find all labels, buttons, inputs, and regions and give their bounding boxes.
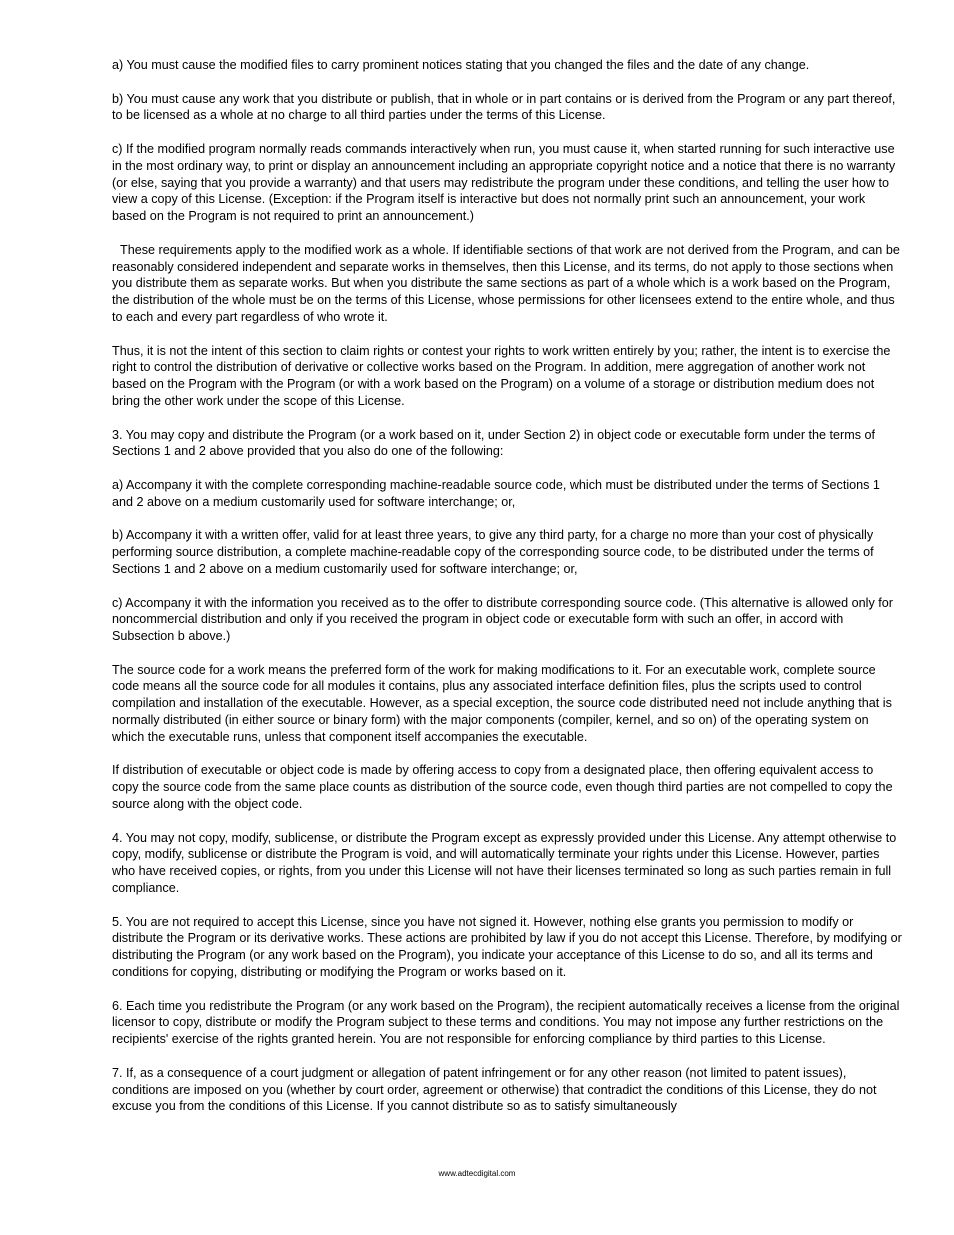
paragraph-section-4: 4. You may not copy, modify, sublicense, or distribute the Program except as expressly provided under this License. Any attempt otherwise to copy, modify, sublicense or distribute the Program is void, and will automatically terminate your rights under this License. However, parties who have received copies, or rights, from you under this License will not have their licenses terminated so long as such parties remain in full compliance. (112, 830, 897, 896)
paragraph-section-5: 5. You are not required to accept this License, since you have not signed it. However, nothing else grants you permission to modify or distribute the Program or its derivative works. These actions are prohibited by law if you do not accept this License. Therefore, by modifying or distributing the Program (or any work based on the Program), you indicate your acceptance of this License to do so, and all its terms and conditions for copying, distributing or modifying the Program or works based on it. (112, 914, 902, 980)
page-footer-url: www.adtecdigital.com (438, 1169, 516, 1178)
paragraph-distribution-access: If distribution of executable or object code is made by offering access to copy from a designated place, then offering equivalent access to copy the source code from the same place counts as distribution of the source code, even though third parties are not compelled to copy the source along with the object code. (112, 763, 893, 812)
paragraph-intent: Thus, it is not the intent of this section to claim rights or contest your rights to work written entirely by you; rather, the intent is to exercise the right to control the distribution of derivative or collective works based on the Program. In addition, mere aggregation of another work not based on the Program with the Program (or with a work based on the Program) on a volume of a storage or distribution medium does not bring the other work under the scope of this License. (112, 343, 891, 408)
paragraph-3b: b) Accompany it with a written offer, valid for at least three years, to give any third party, for a charge no more than your cost of physically performing source distribution, a complete machine-readable copy of the corresponding source code, to be distributed under the terms of Sections 1 and 2 above on a medium customarily used for software interchange; or, (112, 528, 874, 576)
paragraph-requirements: These requirements apply to the modified work as a whole. If identifiable sections of that work are not derived from the Program, and can be reasonably considered independent and separate works in themselves, then this License, and its terms, do not apply to those sections when you distribute them as separate works. But when you distribute the same sections as part of a whole which is a work based on the Program, the distribution of the whole must be on the terms of this License, whose permissions for other licensees extend to the entire whole, and thus to each and every part regardless of who wrote it. (112, 242, 900, 324)
paragraph-3a: a) Accompany it with the complete corresponding machine-readable source code, which must be distributed under the terms of Sections 1 and 2 above on a medium customarily used for software interchange; or, (112, 477, 880, 509)
paragraph-section-7: 7. If, as a consequence of a court judgment or allegation of patent infringement or for any other reason (not limited to patent issues), conditions are imposed on you (whether by court order, agreement or otherwise) that contradict the conditions of this License, they do not excuse you from the conditions of this License. If you cannot distribute so as to satisfy simultaneously (112, 1065, 877, 1114)
license-text-body (112, 57, 902, 1132)
paragraph-2b: b) You must cause any work that you distribute or publish, that in whole or in part contains or is derived from the Program or any part thereof, to be licensed as a whole at no charge to all third parties under the terms of this License. (112, 91, 896, 123)
paragraph-section-3: 3. You may copy and distribute the Program (or a work based on it, under Section 2) in object code or executable form under the terms of Sections 1 and 2 above provided that you also do one of the following: (112, 427, 876, 459)
paragraph-2a: a) You must cause the modified files to carry prominent notices stating that you changed the files and the date of any change. (112, 58, 810, 72)
paragraph-section-6: 6. Each time you redistribute the Program (or any work based on the Program), the recipient automatically receives a license from the original licensor to copy, distribute or modify the Program subject to these terms and conditions. You may not impose any further restrictions on the recipients' exercise of the rights granted herein. You are not responsible for enforcing compliance by third parties to this License. (112, 998, 900, 1047)
paragraph-source-code: The source code for a work means the preferred form of the work for making modifications to it. For an executable work, complete source code means all the source code for all modules it contains, plus any associated interface definition files, plus the scripts used to control compilation and installation of the executable. However, as a special exception, the source code distributed need not include anything that is normally distributed (in either source or binary form) with the major components (compiler, kernel, and so on) of the operating system on which the executable runs, unless that component itself accompanies the executable. (112, 662, 892, 744)
paragraph-3c: c) Accompany it with the information you received as to the offer to distribute corresponding source code. (This alternative is allowed only for noncommercial distribution and only if you received the program in object code or executable form with such an offer, in accord with Subsection b above.) (112, 595, 893, 644)
paragraph-2c: c) If the modified program normally reads commands interactively when run, you must cause it, when started running for such interactive use in the most ordinary way, to print or display an announcement including an appropriate copyright notice and a notice that there is no warranty (or else, saying that you provide a warranty) and that users may redistribute the program under these conditions, and telling the user how to view a copy of this License. (Exception: if the Program itself is interactive but does not normally print such an announcement, your work based on the Program is not required to print an announcement.) (112, 141, 896, 224)
